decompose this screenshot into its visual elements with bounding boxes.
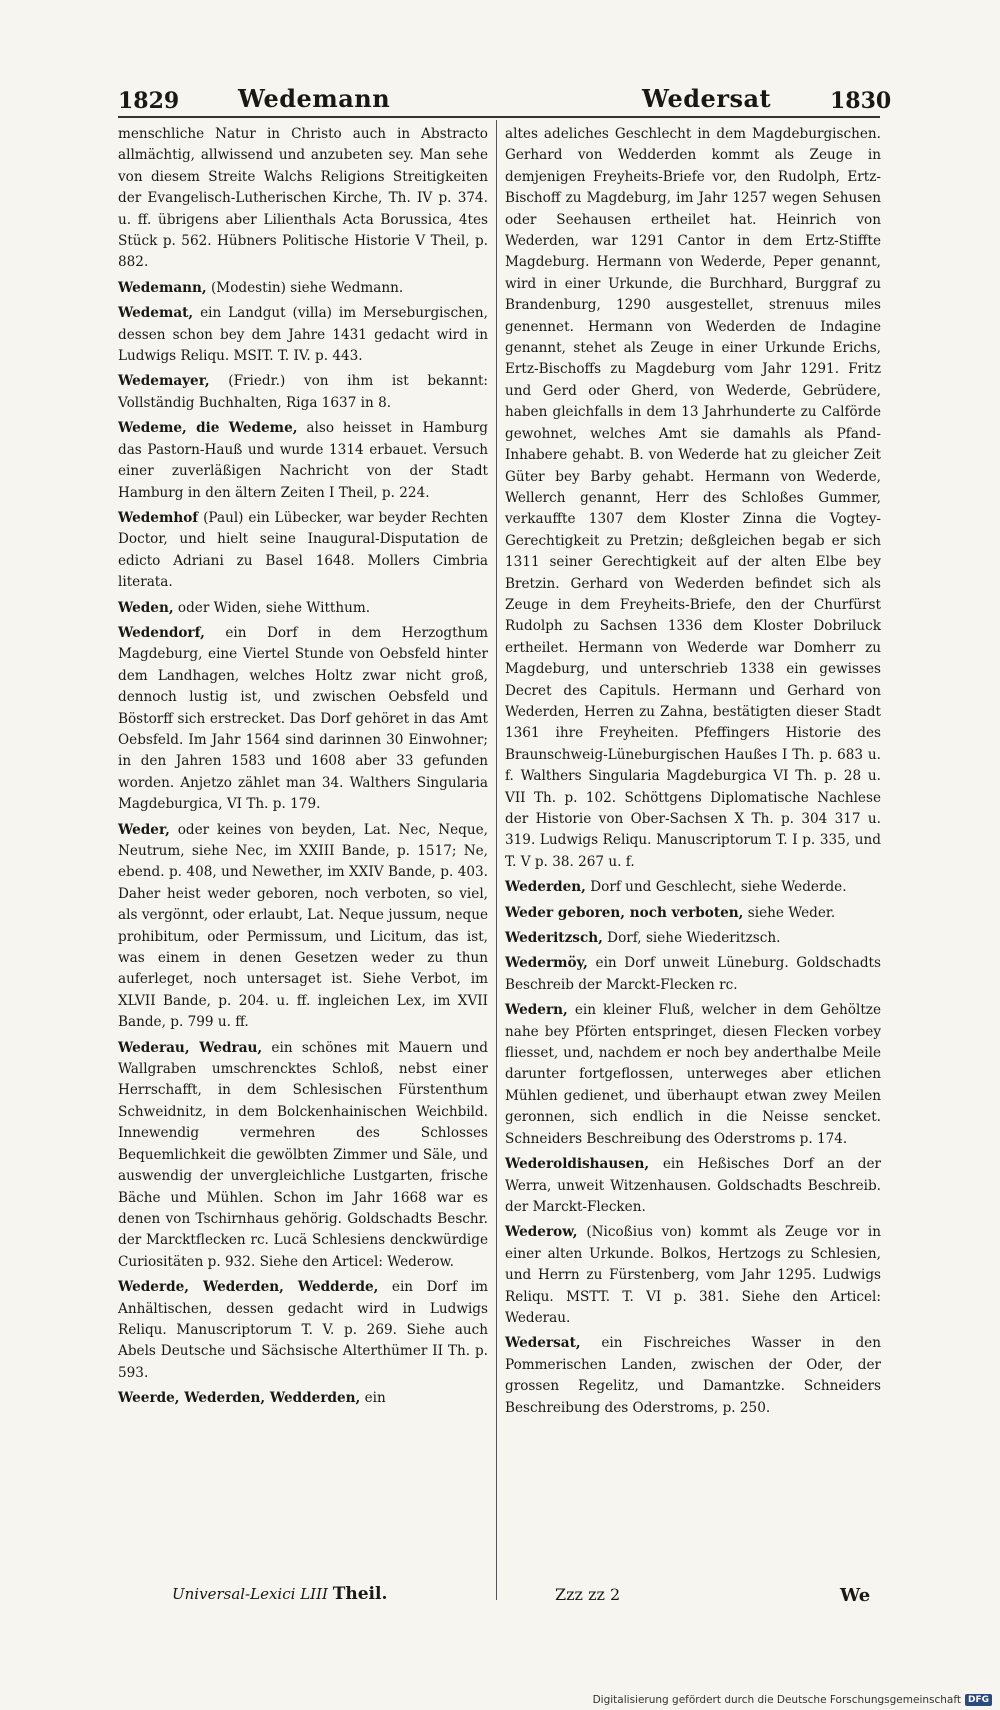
left-page-number: 1829 <box>118 88 180 114</box>
column-divider <box>496 120 497 1600</box>
dictionary-entry <box>118 623 488 816</box>
entry-text: oder Widen, siehe Witthum. <box>177 599 371 616</box>
entry-text: ein Dorf in dem Herzogthum Magdeburg, eine Viertel Stunde von Oebsfeld hinter dem Landhagen, welches Holtz zwar nicht groß, dennoch lustig ist, und zwischen Oebsfeld und Böstorff sich erstrecket. Das Dorf gehöret in das Amt Oebsfeld. Im Jahr 1564 sind darinnen 30 Einwohner; in den Jahren 1583 und 1608 aber 33 gefunden worden. Anjetzo zählet man 34. Walthers Singularia Magdeburgica, VI Th. p. 179. <box>118 624 488 813</box>
dictionary-entry <box>118 278 488 299</box>
entry-headword: Wedemat, <box>118 305 194 322</box>
entry-headword: Wedeme, die Wedeme, <box>118 420 298 437</box>
dictionary-entry <box>505 1154 881 1218</box>
entry-text: ein Fischreiches Wasser in den Pommerischen Landen, zwischen der Oder, der grossen Regelitz, und Damantzke. Schneiders Beschreibung des Oderstroms, p. 250. <box>505 1335 881 1416</box>
entry-headword: Wedemann, <box>118 279 207 296</box>
entry-headword: Wederden, <box>505 879 586 896</box>
signature-italic: Universal-Lexici LIII <box>172 1585 328 1603</box>
dictionary-entry <box>118 418 488 504</box>
dictionary-entry <box>118 508 488 594</box>
dictionary-entry <box>118 1277 488 1384</box>
right-running-head: Wedersat <box>642 84 772 113</box>
dictionary-entry <box>505 877 881 898</box>
dictionary-entry <box>118 303 488 367</box>
dictionary-entry <box>505 1333 881 1419</box>
dictionary-entry <box>505 903 881 924</box>
entry-text: also heisset in Hamburg das Pastorn-Hauß und wurde 1314 erbauet. Versuch einer zuverläßigen Nachricht von der Stadt Hamburg in den ältern Zeiten I Theil, p. 224. <box>118 420 489 501</box>
entry-headword: Wedendorf, <box>118 624 205 641</box>
dictionary-entry <box>118 598 488 619</box>
entry-text: (Friedr.) von ihm ist bekannt: Vollständig Buchhalten, Riga 1637 in 8. <box>118 373 489 411</box>
signature-mark: Zzz zz 2 <box>555 1585 621 1604</box>
catchword: We <box>840 1585 871 1606</box>
entry-headword: Wederow, <box>505 1224 578 1241</box>
left-column <box>118 124 488 1414</box>
dictionary-entry <box>118 371 488 414</box>
entry-headword: Wederitzsch, <box>505 930 603 947</box>
entry-text: (Paul) ein Lübecker, war beyder Rechten Doctor, und hielt seine Inaugural-Disputation de edicto Adriani zu Basel 1648. Mollers Cimbria literata. <box>118 509 488 591</box>
entry-headword: Wedermöy, <box>505 955 588 972</box>
entry-headword: Wedemayer, <box>118 373 210 390</box>
entry-text: Dorf, siehe Wiederitzsch. <box>607 930 781 947</box>
entry-text: ein <box>364 1390 386 1407</box>
dictionary-entry <box>505 1000 881 1150</box>
dfg-logo-icon: DFG <box>965 1694 992 1706</box>
entry-headword: Weerde, Wederden, Wedderden, <box>118 1390 361 1407</box>
entry-text: oder keines von beyden, Lat. Nec, Neque, Neutrum, siehe Nec, im XXIII Bande, p. 1517; Ne, ebend. p. 408, und Newether, im XXIV Bande, p. 403. Daher heist weder geboren, noch verboten, so viel, als vergönnt, oder erlaubt, Lat. Neque jussum, neque prohibitum, oder Permissum, und Licitum, das ist, was einem in denen Gesetzen weder zu thun auferleget, noch untersaget ist. Siehe Verbot, im XLVII Bande, p. 204. u. ff. ingleichen Lex, im XVII Bande, p. 799 u. ff. <box>118 821 488 1031</box>
entry-text: Dorf und Geschlecht, siehe Wederde. <box>590 879 847 896</box>
entry-headword: Weder geboren, noch verboten, <box>505 904 744 921</box>
entry-headword: Weden, <box>118 599 174 616</box>
right-column <box>505 124 881 1423</box>
left-running-head: Wedemann <box>238 84 391 113</box>
signature-bold: Theil. <box>332 1584 388 1604</box>
dictionary-entry <box>118 1038 488 1273</box>
entry-headword: Wedemhof <box>118 509 199 526</box>
entry-headword: Wedern, <box>505 1002 568 1019</box>
dictionary-entry <box>505 1222 881 1329</box>
dictionary-entry <box>505 928 881 949</box>
dictionary-entry <box>118 820 488 1034</box>
dictionary-entry <box>118 124 488 274</box>
entry-headword: Wederau, Wedrau, <box>118 1039 263 1056</box>
digitization-credit <box>593 1694 992 1706</box>
entry-text: (Modestin) siehe Wedmann. <box>210 279 404 296</box>
entry-text: menschliche Natur in Christo auch in Abstracto allmächtig, allwissend und anzubeten sey. Man sehe von diesem Streite Walchs Religions Streitigkeiten der Evangelisch-Lutherischen Kirche, Th. IV p. 374. u. ff. übrigens aber Lilienthals Acta Borussica, 4tes Stück p. 562. Hübners Politische Historie V Theil, p. 882. <box>118 126 488 271</box>
entry-text: ein Dorf im Anhältischen, dessen gedacht wird in Ludwigs Reliqu. Manuscriptorum T. V. p. 269. Siehe auch Abels Deutsche und Sächsische Alterthümer II Th. p. 593. <box>118 1279 489 1381</box>
entry-text: altes adeliches Geschlecht in dem Magdeburgischen. Gerhard von Wedderden kommt als Zeuge in demjenigen Freyheits-Briefe vor, den Rudolph, Ertz-Bischoff zu Magdeburg, im Jahr 1257 wegen Sehusen oder Seehausen ertheilet hat. Heinrich von Wederden, war 1291 Cantor in dem Ertz-Stiffte Magdeburg. Hermann von Wederde, Peper genannt, wird in einer Urkunde, die Burchhard, Burggraf zu Brandenburg, 1290 ausgestellet, strenuus miles genennet. Hermann von Wederden de Indagine genannt, stehet als Zeuge in einer Urkunde Erichs, Ertz-Bischoffs zu Magdeburg vom Jahr 1291. Fritz und Gerd oder Gherd, von Wederde, Gebrüdere, haben gleichfalls in dem 13 Jahrhunderte zu Calförde gewohnet, welches Amt sie damahls als Pfand-Inhabere gehabt. B. von Wederde hat zu gleicher Zeit Güter bey Barby gehabt. Hermann von Wederde, Wellerch genannt, Herr des Schloßes Gummer, verkauffte 1307 dem Kloster Zinna die Vogtey-Gerechtigkeit zu Pretzin; deßgleichen begab er sich 1311 seiner Gerechtigkeit auf der alten Elbe bey Bretzin. Gerhard von Wederden befindet sich als Zeuge in dem Freyheits-Briefe, den der Churfürst Rudolph zu Sachsen 1336 dem Kloster Dobriluck ertheilet. Hermann von Wederde war Domherr zu Magdeburg, und unterschrieb 1338 ein gewisses Decret des Capituls. Hermann und Gerhard von Wederden, Herren zu Zahna, bestätigten dieser Stadt 1361 ihre Freyheiten. Pfeffingers Historie des Braunschweig-Lüneburgischen Haußes I Th. p. 683 u. f. Walthers Singularia Magdeburgica VI Th. p. 28 u. VII Th. p. 102. Schöttgens Diplomatische Nachlese der Historie von Ober-Sachsen X Th. p. 304 317 u. 319. Ludwigs Reliqu. Manuscriptorum T. I p. 335, und T. V p. 38. 267 u. f. <box>505 126 881 870</box>
entry-headword: Wederoldishausen, <box>505 1156 650 1173</box>
signature-line <box>172 1584 387 1604</box>
entry-text: (Nicoßius von) kommt als Zeuge vor in einer alten Urkunde. Bolkos, Hertzogs zu Schlesien, und Herrn zu Fürstenberg, vom Jahr 1295. Ludwigs Reliqu. MSTT. T. VI p. 381. Siehe den Articel: Wederau. <box>505 1224 881 1326</box>
dictionary-entry <box>505 124 881 873</box>
entry-headword: Weder, <box>118 821 170 838</box>
dictionary-entry <box>505 953 881 996</box>
entry-headword: Wederde, Wederden, Wedderde, <box>118 1279 379 1296</box>
entry-text: ein Dorf unweit Lüneburg. Goldschadts Beschreib der Marckt-Flecken rc. <box>505 955 881 993</box>
dictionary-entry <box>118 1388 488 1409</box>
entry-text: ein schönes mit Mauern und Wallgraben umschrencktes Schloß, nebst einer Herrschafft, in dem Schlesischen Fürstenthum Schweidnitz, in dem Bolckenhainischen Weichbild. Innewendig vermehren des Schlosses Bequemlichkeit die gewölbten Zimmer und Säle, und auswendig der unvergleichliche Lustgarten, frische Bäche und Mühlen. Schon im Jahr 1668 war es denen von Tschirnhaus gehörig. Goldschadts Beschr. der Marcktflecken rc. Lucä Schlesiens denckwürdige Curiositäten p. 932. Siehe den Articel: Wederow. <box>118 1039 488 1270</box>
right-page-number: 1830 <box>830 88 892 114</box>
entry-text: ein kleiner Fluß, welcher in dem Gehöltze nahe bey Pförten entspringet, diesen Flecken vorbey fliesset, und, nachdem er noch bey anderthalbe Meile darunter fortgeflossen, unterweges aber etlichen Mühlen gedienet, und überhaupt etwan zwey Meilen geronnen, sich endlich in die Neisse sencket. Schneiders Beschreibung des Oderstroms p. 174. <box>505 1002 882 1147</box>
entry-text: ein Landgut (villa) im Merseburgischen, dessen schon bey dem Jahre 1431 gedacht wird in Ludwigs Reliqu. MSIT. T. IV. p. 443. <box>118 305 488 365</box>
header-rule <box>118 116 880 118</box>
entry-headword: Wedersat, <box>505 1335 581 1352</box>
entry-text: siehe Weder. <box>747 904 836 921</box>
credit-text: Digitalisierung gefördert durch die Deutsche Forschungsgemeinschaft <box>592 1694 961 1706</box>
entry-text: ein Heßisches Dorf an der Werra, unweit Witzenhausen. Goldschadts Beschreib. der Marckt-Flecken. <box>505 1156 881 1215</box>
